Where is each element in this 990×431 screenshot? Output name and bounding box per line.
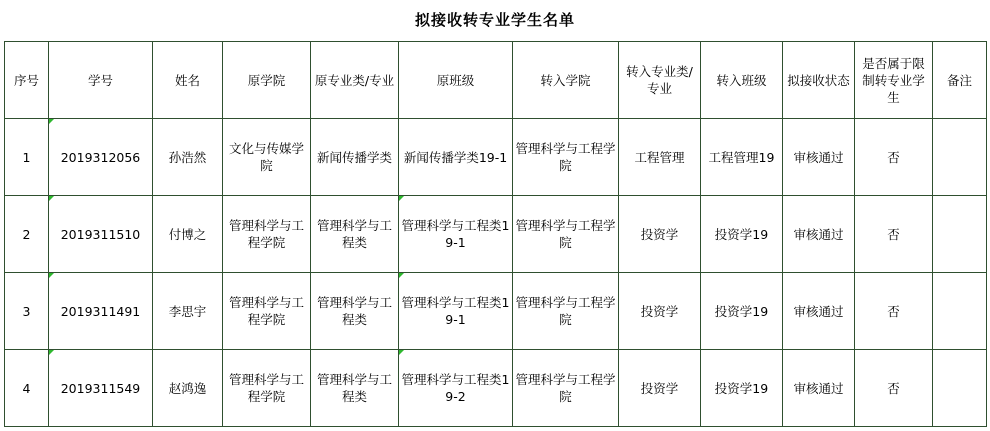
cell-name: 李思宇: [153, 273, 223, 350]
cell-to-class: 工程管理19: [701, 119, 783, 196]
cell-seq: 1: [5, 119, 49, 196]
cell-to-major: 工程管理: [619, 119, 701, 196]
cell-seq: 2: [5, 196, 49, 273]
cell-to-college: 管理科学与工程学院: [513, 196, 619, 273]
cell-to-college: 管理科学与工程学院: [513, 119, 619, 196]
column-header-orig-major: 原专业类/专业: [311, 42, 399, 119]
column-header-seq: 序号: [5, 42, 49, 119]
cell-limited: 否: [855, 196, 933, 273]
cell-student-id: 2019311549: [49, 350, 153, 427]
cell-status: 审核通过: [783, 196, 855, 273]
cell-orig-college: 管理科学与工程学院: [223, 273, 311, 350]
page-title: 拟接收转专业学生名单: [414, 11, 575, 29]
cell-remark: [933, 273, 987, 350]
cell-to-major: 投资学: [619, 196, 701, 273]
table-body: [5, 119, 987, 427]
cell-orig-class: 管理科学与工程类19-1: [399, 196, 513, 273]
cell-student-id: 2019311510: [49, 196, 153, 273]
cell-orig-major: 管理科学与工程类: [311, 350, 399, 427]
cell-orig-class: 管理科学与工程类19-1: [399, 273, 513, 350]
cell-orig-college: 文化与传媒学院: [223, 119, 311, 196]
cell-orig-class: 新闻传播学类19-1: [399, 119, 513, 196]
cell-orig-college: 管理科学与工程学院: [223, 350, 311, 427]
cell-orig-class: 管理科学与工程类19-2: [399, 350, 513, 427]
cell-name: 孙浩然: [153, 119, 223, 196]
cell-limited: 否: [855, 350, 933, 427]
table-row: [5, 273, 987, 350]
cell-remark: [933, 350, 987, 427]
cell-orig-major: 管理科学与工程类: [311, 273, 399, 350]
column-header-to-major: 转入专业类/专业: [619, 42, 701, 119]
column-header-limited: 是否属于限制转专业学生: [855, 42, 933, 119]
cell-seq: 4: [5, 350, 49, 427]
cell-orig-college: 管理科学与工程学院: [223, 196, 311, 273]
cell-status: 审核通过: [783, 273, 855, 350]
cell-to-major: 投资学: [619, 350, 701, 427]
cell-limited: 否: [855, 119, 933, 196]
cell-student-id: 2019311491: [49, 273, 153, 350]
cell-to-college: 管理科学与工程学院: [513, 273, 619, 350]
table-header: [5, 42, 987, 119]
cell-to-class: 投资学19: [701, 350, 783, 427]
cell-status: 审核通过: [783, 350, 855, 427]
cell-name: 付博之: [153, 196, 223, 273]
table-header-row: [5, 42, 987, 119]
table-row: [5, 119, 987, 196]
column-header-to-class: 转入班级: [701, 42, 783, 119]
cell-to-college: 管理科学与工程学院: [513, 350, 619, 427]
column-header-student-id: 学号: [49, 42, 153, 119]
column-header-to-college: 转入学院: [513, 42, 619, 119]
cell-to-class: 投资学19: [701, 273, 783, 350]
column-header-status: 拟接收状态: [783, 42, 855, 119]
cell-seq: 3: [5, 273, 49, 350]
cell-limited: 否: [855, 273, 933, 350]
column-header-orig-class: 原班级: [399, 42, 513, 119]
cell-remark: [933, 196, 987, 273]
table-row: [5, 350, 987, 427]
student-transfer-table: [4, 41, 987, 427]
cell-orig-major: 管理科学与工程类: [311, 196, 399, 273]
cell-status: 审核通过: [783, 119, 855, 196]
cell-name: 赵鸿逸: [153, 350, 223, 427]
table-row: [5, 196, 987, 273]
cell-student-id: 2019312056: [49, 119, 153, 196]
cell-to-major: 投资学: [619, 273, 701, 350]
column-header-name: 姓名: [153, 42, 223, 119]
cell-remark: [933, 119, 987, 196]
column-header-orig-college: 原学院: [223, 42, 311, 119]
column-header-remark: 备注: [933, 42, 987, 119]
cell-to-class: 投资学19: [701, 196, 783, 273]
cell-orig-major: 新闻传播学类: [311, 119, 399, 196]
